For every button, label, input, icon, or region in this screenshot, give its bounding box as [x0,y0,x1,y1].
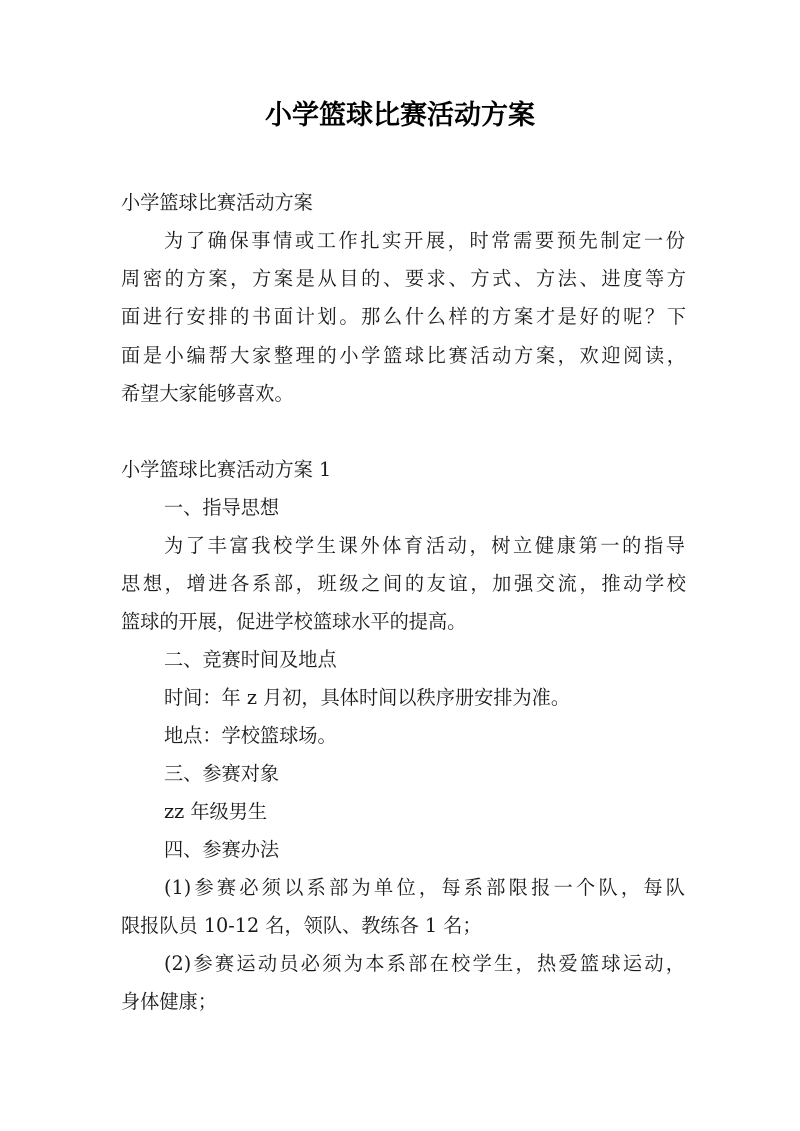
guiding-line: 思想，增进各系部，班级之间的友谊，加强交流，推动学校 [121,572,686,595]
document-title: 小学篮球比赛活动方案 [265,100,535,131]
rule-line: 身体健康； [121,990,217,1013]
heading-entry-rules: 四、参赛办法 [164,838,280,861]
heading-time-place: 二、竞赛时间及地点 [164,648,337,671]
guiding-line: 篮球的开展，促进学校篮球水平的提高。 [121,610,467,633]
intro-line: 周密的方案，方案是从目的、要求、方式、方法、进度等方 [121,267,686,290]
rule-line: (1)参赛必须以系部为单位，每系部限报一个队，每队 [164,876,685,899]
place-line: 地点：学校篮球场。 [164,724,337,747]
intro-line: 希望大家能够喜欢。 [121,382,294,405]
heading-guiding-principle: 一、指导思想 [164,496,280,519]
guiding-line: 为了丰富我校学生课外体育活动，树立健康第一的指导 [164,534,685,557]
document-subtitle: 小学篮球比赛活动方案 [121,191,313,214]
intro-line: 面是小编帮大家整理的小学篮球比赛活动方案，欢迎阅读， [121,344,686,367]
section-title: 小学篮球比赛活动方案 1 [121,458,332,481]
participants-line: zz 年级男生 [164,800,268,823]
rule-line: (2)参赛运动员必须为本系部在校学生，热爱篮球运动， [164,952,685,975]
intro-line: 为了确保事情或工作扎实开展，时常需要预先制定一份 [164,229,685,252]
time-line: 时间：年 z 月初，具体时间以秩序册安排为准。 [164,686,571,709]
rule-line: 限报队员 10-12 名，领队、教练各 1 名； [121,914,482,937]
intro-line: 面进行安排的书面计划。那么什么样的方案才是好的呢？下 [121,305,686,328]
heading-participants: 三、参赛对象 [164,762,280,785]
